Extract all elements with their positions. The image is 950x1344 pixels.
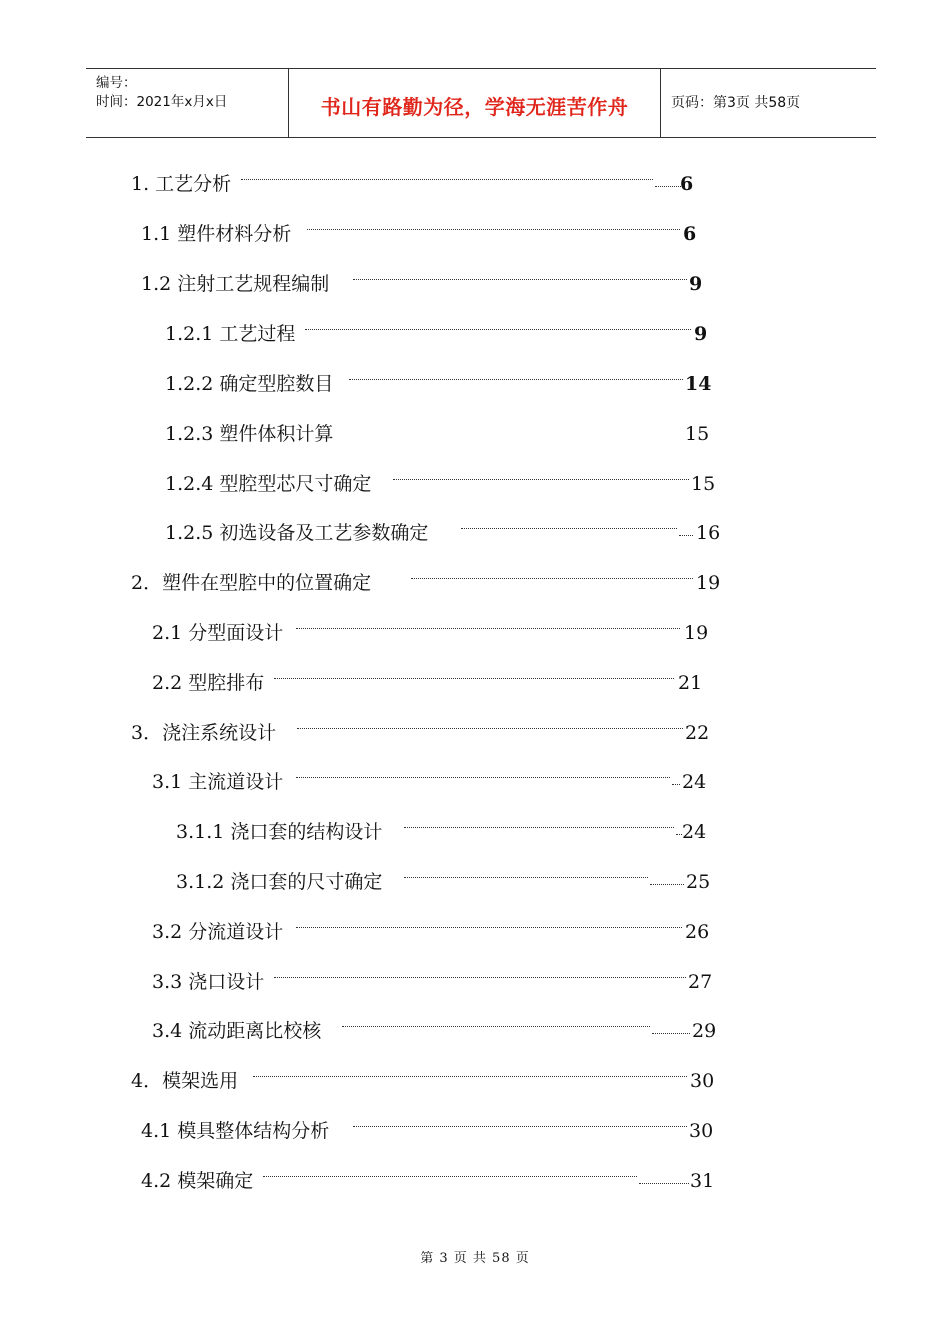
toc-leader: [307, 219, 680, 230]
toc-entry-title: 3.4 流动距离比校核: [152, 1020, 322, 1042]
toc-leader: [655, 185, 681, 187]
toc-leader: [639, 1182, 689, 1184]
toc-entry[interactable]: [131, 568, 731, 598]
toc-entry[interactable]: [152, 618, 722, 648]
toc-leader: [353, 269, 687, 280]
toc-entry-page: 24: [682, 821, 707, 843]
toc-entry[interactable]: [141, 219, 701, 249]
toc-leader: [672, 783, 680, 785]
toc-entry[interactable]: [165, 469, 725, 499]
number-label: 编号：: [96, 75, 137, 91]
toc-entry-title: 2．塑件在型腔中的位置确定: [131, 572, 372, 594]
motto: 书山有路勤为径，学海无涯苦作舟: [320, 95, 629, 119]
toc-entry[interactable]: [165, 419, 715, 449]
toc-entry-title: 3．浇注系统设计: [131, 722, 277, 744]
header-meta-cell: [86, 69, 288, 137]
toc-entry-title: 1. 工艺分析: [131, 173, 232, 195]
toc-entry-title: 1.2.2 确定型腔数目: [165, 373, 334, 395]
toc-entry[interactable]: [131, 169, 694, 199]
toc-leader: [296, 618, 680, 629]
toc-leader: [652, 1032, 690, 1034]
toc-entry-page: 25: [686, 871, 711, 893]
toc-leader: [296, 767, 670, 778]
toc-entry-title: 3.1 主流道设计: [152, 771, 284, 793]
toc-entry-page: 27: [688, 971, 713, 993]
toc-leader: [274, 967, 686, 978]
document-header: [86, 68, 876, 138]
time-label: 时间：2021年x月x日: [96, 94, 228, 110]
toc-entry-page: 14: [685, 373, 712, 395]
toc-entry-page: 26: [685, 921, 710, 943]
toc-entry-page: 22: [685, 722, 710, 744]
toc-entry-title: 3.1.2 浇口套的尺寸确定: [176, 871, 383, 893]
toc-entry[interactable]: [152, 668, 722, 698]
toc-entry-page: 21: [678, 672, 703, 694]
toc-leader: [353, 1116, 687, 1127]
header-motto-cell: [288, 69, 661, 137]
toc-entry-page: 15: [691, 473, 716, 495]
toc-entry-title: 1.2.5 初选设备及工艺参数确定: [165, 522, 429, 544]
toc-leader: [305, 319, 691, 330]
toc-entry-title: 1.2 注射工艺规程编制: [141, 273, 330, 295]
toc-entry[interactable]: [165, 369, 715, 399]
toc-entry[interactable]: [152, 767, 722, 797]
toc-entry-title: 1.2.4 型腔型芯尺寸确定: [165, 473, 372, 495]
toc-entry[interactable]: [176, 817, 726, 847]
toc-entry-page: 9: [694, 323, 708, 345]
toc-leader: [253, 1066, 687, 1077]
toc-leader: [349, 369, 683, 380]
toc-entry-page: 30: [690, 1070, 715, 1092]
toc-leader: [263, 1166, 637, 1177]
toc-entry-page: 9: [689, 273, 703, 295]
toc-entry-page: 6: [680, 173, 694, 195]
toc-leader: [342, 1016, 650, 1027]
toc-leader: [297, 718, 683, 729]
toc-entry-title: 1.2.1 工艺过程: [165, 323, 296, 345]
toc-entry-page: 19: [684, 622, 709, 644]
toc-entry-page: 16: [696, 522, 721, 544]
toc-entry-title: 4．模架选用: [131, 1070, 239, 1092]
toc-entry-page: 29: [692, 1020, 717, 1042]
toc-leader: [274, 668, 674, 679]
toc-entry[interactable]: [131, 718, 731, 748]
toc-entry-title: 4.1 模具整体结构分析: [141, 1120, 330, 1142]
toc-entry-title: 2.1 分型面设计: [152, 622, 284, 644]
toc-entry-title: 1.2.3 塑件体积计算: [165, 423, 334, 445]
toc-entry-title: 4.2 模架确定: [141, 1170, 254, 1192]
toc-entry-title: 1.1 塑件材料分析: [141, 223, 292, 245]
toc-entry-title: 3.2 分流道设计: [152, 921, 284, 943]
toc-leader: [393, 469, 689, 480]
toc-entry[interactable]: [165, 319, 715, 349]
toc-entry[interactable]: [152, 1016, 722, 1046]
toc-entry-page: 19: [696, 572, 721, 594]
toc-entry[interactable]: [152, 967, 722, 997]
toc-leader: [650, 883, 684, 885]
toc-entry[interactable]: [141, 269, 711, 299]
toc-leader: [461, 518, 677, 529]
header-page-info: 页码：第3页 共58页: [671, 95, 801, 111]
toc-entry-page: 24: [682, 771, 707, 793]
toc-entry-title: 2.2 型腔排布: [152, 672, 265, 694]
toc-entry-page: 6: [683, 223, 697, 245]
toc-entry-title: 3.1.1 浇口套的结构设计: [176, 821, 383, 843]
toc-leader: [241, 169, 653, 180]
toc-leader: [404, 817, 674, 828]
toc-entry-title: 3.3 浇口设计: [152, 971, 265, 993]
toc-leader: [411, 568, 693, 579]
toc-entry[interactable]: [141, 1166, 721, 1196]
toc-entry[interactable]: [165, 518, 725, 548]
toc-leader: [404, 867, 648, 878]
toc-entry[interactable]: [141, 1116, 721, 1146]
toc-entry-page: 31: [690, 1170, 715, 1192]
page-footer: 第 3 页 共 58 页: [420, 1251, 530, 1266]
toc-entry[interactable]: [152, 917, 722, 947]
toc-entry[interactable]: [131, 1066, 731, 1096]
toc-entry[interactable]: [176, 867, 726, 897]
toc-leader: [679, 534, 693, 536]
toc-leader: [296, 917, 682, 928]
toc-entry-page: 30: [689, 1120, 714, 1142]
toc-entry-page: 15: [685, 423, 710, 445]
